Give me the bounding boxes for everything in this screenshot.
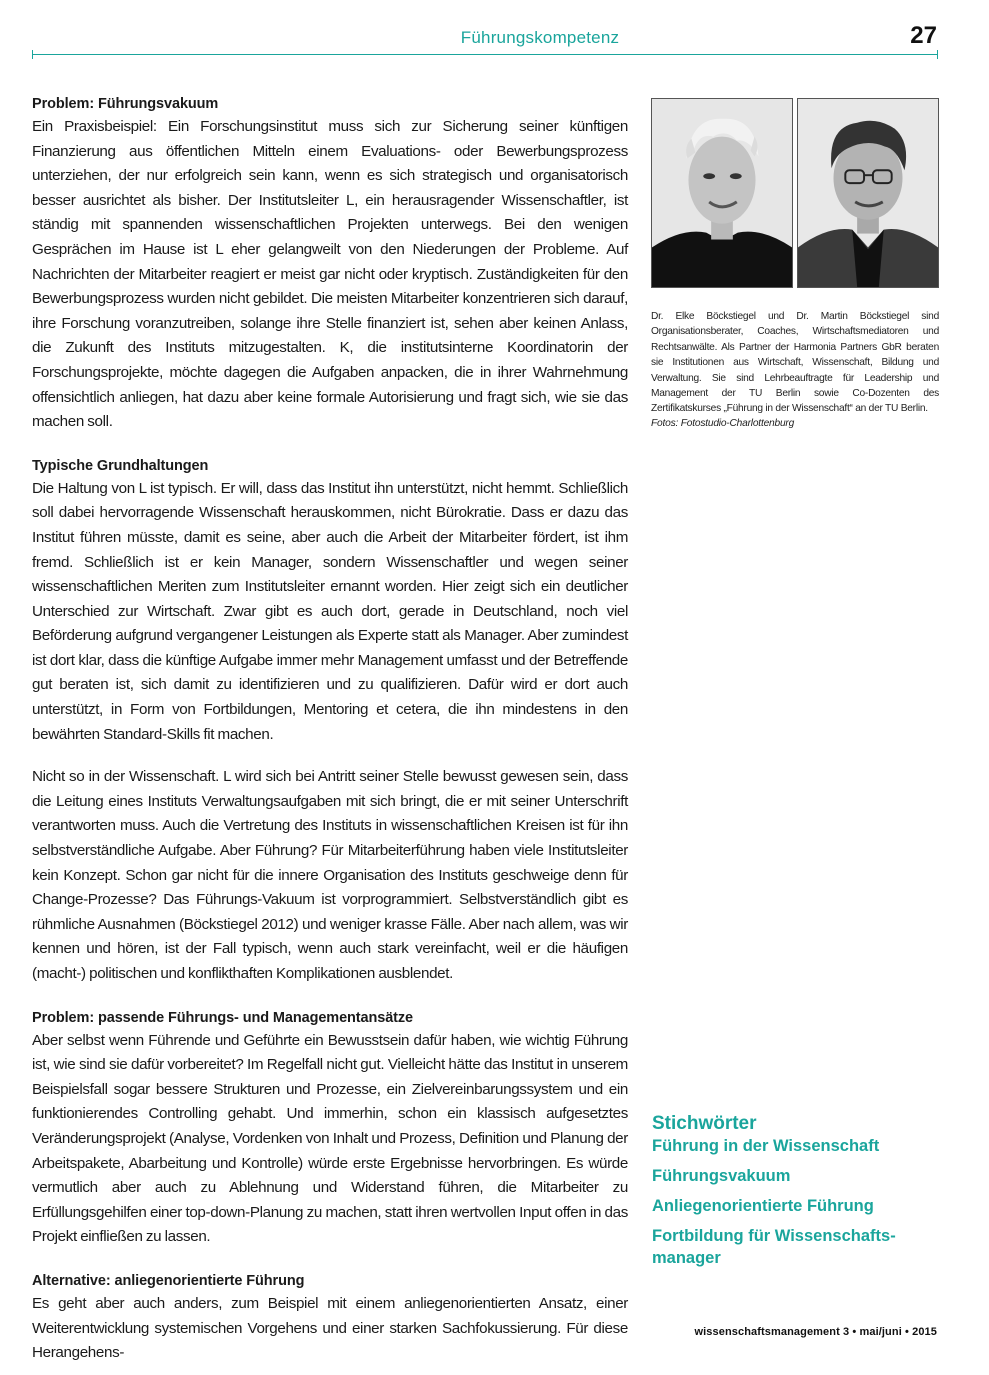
section-heading: Typische Grundhaltungen [32, 457, 209, 474]
author-photos [651, 98, 939, 288]
keyword-item: Führungsvakuum [652, 1167, 791, 1185]
paragraph: Nicht so in der Wissenschaft. L wird sich bei Antritt seiner Stelle bewusst gewesen sein, dass die Leitung eines Instituts Verwaltungsaufgaben mit sich bringt, die er mit seiner Unterschrift verantworten muss. Auch die Vertretung des Instituts in wissenschaftlichen Kreisen ist für ihn selbstverständliche Aufgabe. Aber Führung? Für Mitarbeiterführung haben viele Institutsleiter kein Konzept. Schon gar nicht für die innere Organisation des Instituts geschweige denn für Change-Prozesse? Das Führungs-Vakuum ist vorprogrammiert. Selbstverständlich gibt es rühmliche Ausnahmen (Böckstiegel 2012) und weniger krasse Fälle. Aber nach allem, was wir kennen und hören, ist der Fall typisch, wenn auch stark vereinfacht, weil er die häufigen (macht-) politischen und konflikthaften Komplikationen ausblendet. [32, 768, 628, 982]
section-title: Führungskompetenz [460, 28, 620, 47]
header-rule-tick-left [32, 50, 33, 59]
page-number: 27 [910, 22, 937, 49]
author-caption: Dr. Elke Böckstiegel und Dr. Martin Böckstiegel sind Organisationsberater, Coaches, Wirtschaftsmediatoren und Rechtsanwälte. Als Partner der Harmonia Partners GbR beraten sie Institutionen aus Wirtschaft, Wissenschaft, Bildung und Verwaltung. Sie sind Lehrbeauftragte für Leadership und Management der TU Berlin sowie Co-Dozenten des Zertifikatskurses „Führung in der Wissenschaft“ an der TU Berlin. [651, 311, 939, 415]
keyword-item: Anliegenorientierte Führung [652, 1197, 874, 1215]
paragraph: Aber selbst wenn Führende und Geführte ein Bewusstsein dafür haben, wie wichtig Führung ist, wie sind sie dafür vorbereitet? Im Regelfall nicht gut. Vielleicht hätte das Institut in unserem Beispielsfall sogar bessere Strukturen und Prozesse, ein Zielvereinbarungssystem und ein funktionierendes Controlling gehabt. Und immerhin, schon ein klassisch aufgesetztes Veränderungsprojekt (Analyse, Vordenken von Inhalt und Prozess, Definition und Planung der Arbeitspakete, Abarbeitung und Kontrolle) würde erste Ergebnisse hervorbringen. Es würde vermutlich aber auch zu Ablehnung und Widerstand führen, die Mitarbeiter zu Erfüllungsgehilfen einer top-down-Planung zu machen, statt ihren wertvollen Input offen in das Projekt einfließen zu lassen. [32, 1031, 628, 1246]
paragraph: Die Haltung von L ist typisch. Er will, dass das Institut ihn unterstützt, nicht hemmt. Schließlich soll dabei hervorragende Wissenschaft herauskommen, nicht Bürokratie. Dass er dazu das Institut führen müsste, damit es seine, aber auch die Arbeit der Mitarbeiter fördert, ist ihm fremd. Schließlich ist er kein Manager, sondern Wissenschaftler und wegen seiner wissenschaftlichen Meriten zum Institutsleiter ernannt worden. Hier zeigt sich ein deutlicher Unterschied zur Wirtschaft. Zwar gibt es auch dort, gerade in Deutschland, noch viel Beförderung aufgrund vergangener Leistungen als Experte statt als Manager. Aber zumindest ist dort klar, dass die künftige Aufgabe immer mehr Management umfasst und der Betreffende gut beraten ist, sich damit zu identifizieren und zu qualifizieren. Dafür wird er dort auch unterstützt, in Form von Fortbildungen, Mentoring et cetera, die ihn mindestens in den bewährten Standard-Skills fit machen. [32, 479, 628, 743]
photo-credit: Fotos: Fotostudio-Charlottenburg [651, 418, 795, 429]
section-heading: Problem: passende Führungs- und Managementansätze [32, 1009, 414, 1026]
footer-issue: wissenschaftsmanagement 3 • mai/juni • 2015 [694, 1326, 937, 1338]
portrait-woman-image [652, 99, 792, 287]
author-photo-elke [651, 98, 793, 288]
header-rule-tick-right [937, 50, 938, 59]
keyword-item: Führung in der Wissenschaft [652, 1137, 880, 1155]
section-heading: Problem: Führungsvakuum [32, 96, 219, 112]
header-rule [32, 54, 938, 55]
author-photo-martin [797, 98, 939, 288]
keywords-list [652, 1135, 942, 1269]
keywords-box [652, 1113, 942, 1277]
keyword-item: Fortbildung für Wissenschafts-manager [652, 1227, 896, 1267]
paragraph: Ein Praxisbeispiel: Ein Forschungsinstitut muss sich zur Sicherung seiner künftigen Finanzierung aus öffentlichen Mitteln einem Evaluations- oder Bewerbungsprozess unterziehen, der nur erfolgreich sein kann, wenn es sich strategisch und organisatorisch besser ausrichtet als bisher. Der Institutsleiter L, ein herausragender Wissenschaftler, ist ständig mit spannenden wissenschaftlichen Projekten unterwegs. Bei den wenigen Gesprächen im Hause ist L eher gelangweilt von den Niederungen der Probleme. Auf Nachrichten der Mitarbeiter reagiert er meist gar nicht oder kryptisch. Zuständigkeiten für den Bewerbungsprozess wurden nicht gebildet. Die meisten Mitarbeiter konzentrieren sich darauf, ihre Forschung voranzutreiben, solange ihre Stelle finanziert ist, sehen aber keinen Anlass, die Zukunft des Instituts mitzugestalten. K, die institutsinterne Koordinatorin der Forschungsprojekte, möchte dagegen die Aufgaben anpacken, die in ihrer Wahrnehmung offensichtlich anliegen, hat dazu aber keine formale Autorisierung und fragt sich, wie sie das machen soll. [32, 118, 628, 431]
portrait-man-image [798, 99, 938, 287]
article-body [32, 94, 628, 1366]
section-heading: Alternative: anliegenorientierte Führung [32, 1272, 305, 1289]
keywords-title: Stichwörter [652, 1113, 757, 1134]
paragraph: Es geht aber auch anders, zum Beispiel mit einem anliegenorientierten Ansatz, einer Weiterentwicklung systemischen Vorgehens und einer starken Sachfokussierung. Für diese Herangehens- [32, 1294, 628, 1362]
